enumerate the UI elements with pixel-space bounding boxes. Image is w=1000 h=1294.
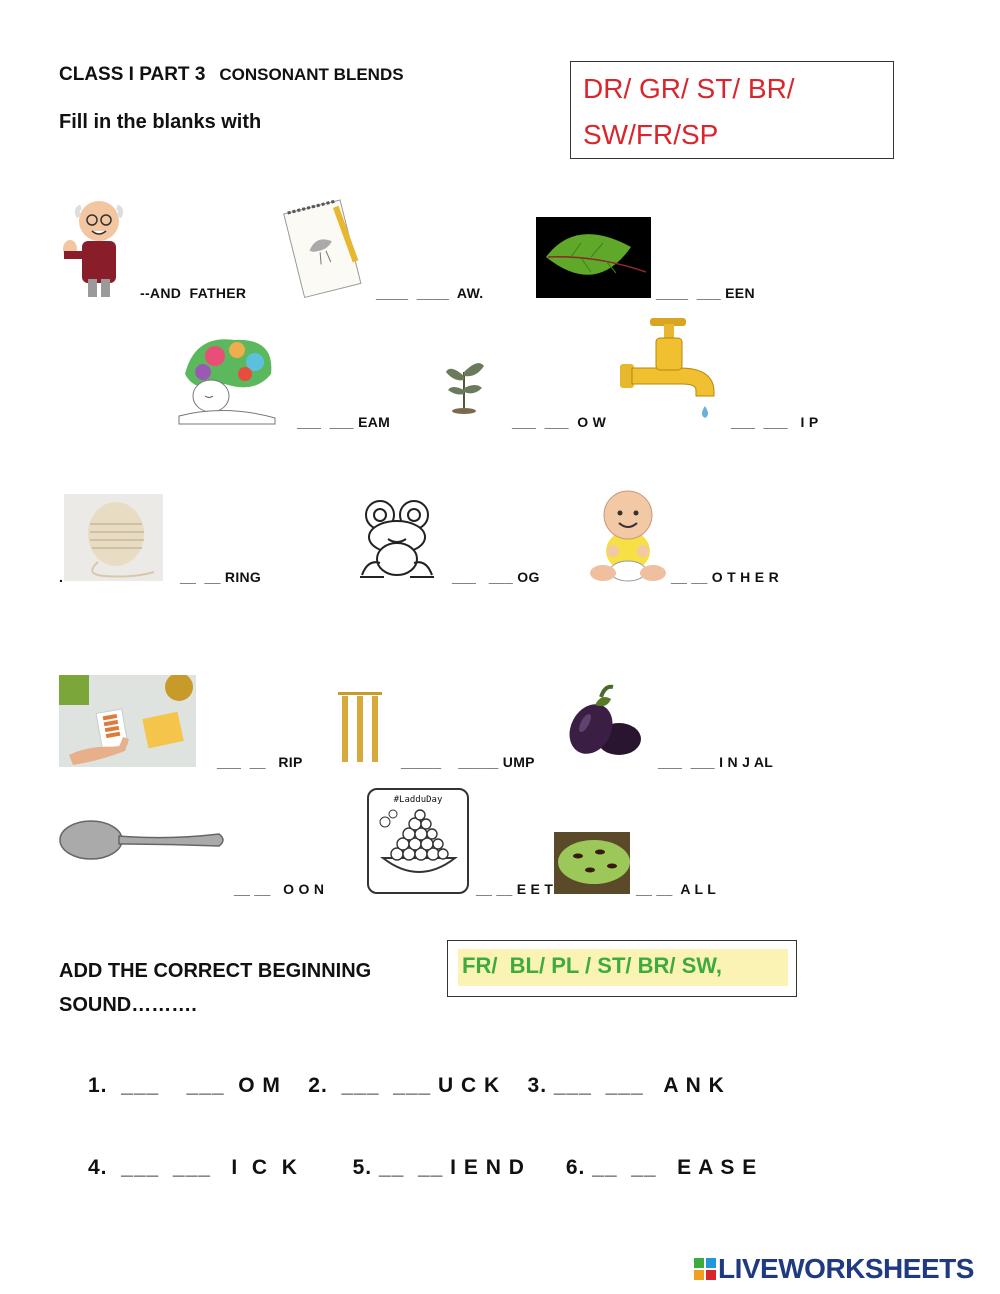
stray-period: . [59, 569, 64, 585]
logo-text: LIVEWORKSHEETS [718, 1253, 974, 1284]
frog-icon [358, 497, 436, 579]
blends-line-2: SW/FR/SP [583, 119, 719, 150]
label-spoon: __ __ O O N [234, 881, 325, 897]
label-grandfather: --AND FATHER [140, 285, 247, 301]
label-string: __ __ RING [180, 569, 262, 585]
blends-line-1: DR/ GR/ ST/ BR/ [583, 73, 795, 104]
label-drawing: ____ ____ AW. [376, 285, 484, 301]
instruction-text: Fill in the blanks with [59, 111, 262, 133]
section2-heading [59, 954, 371, 1022]
label-frog: ___ ___ OG [452, 569, 540, 585]
class-part-text: CLASS I PART 3 [59, 64, 206, 85]
liveworksheets-logo [694, 1253, 974, 1285]
sapling-icon [440, 354, 488, 414]
label-dream: ___ ___ EAM [297, 414, 391, 430]
label-stump: _____ _____ UMP [401, 754, 535, 770]
test-strip-icon [59, 675, 196, 767]
label-small: __ __ A L L [636, 881, 717, 897]
cricket-stumps-icon [338, 690, 382, 762]
brinjal-icon [565, 683, 645, 759]
sweets-tag: #LadduDay [393, 795, 443, 805]
section2-blends-box [447, 940, 797, 997]
label-brother: __ __ O T H E R [671, 569, 779, 585]
green-leaf-icon [536, 217, 651, 298]
baby-icon [589, 487, 667, 583]
section2-heading-line-2: SOUND………. [59, 994, 197, 1016]
question-row-1: 1. ___ ___ O M 2. ___ ___ U C K 3. ___ ___ A N K [88, 1074, 725, 1097]
topic-text: CONSONANT BLENDS [219, 65, 404, 84]
drawing-pad-icon [283, 195, 367, 299]
dripping-tap-icon [620, 318, 720, 426]
spoon-icon [59, 818, 227, 862]
logo-mark-icon [694, 1258, 716, 1280]
section2-heading-line-1: ADD THE CORRECT BEGINNING [59, 960, 372, 982]
dreaming-girl-icon [175, 334, 279, 428]
sweets-icon [375, 808, 463, 886]
worksheet-title [59, 64, 404, 86]
label-brinjal: ___ ___ I N J AL [658, 754, 774, 770]
label-drip: ___ ___ I P [731, 414, 819, 430]
sweets-card [367, 788, 469, 894]
string-ball-icon [64, 494, 163, 581]
grandfather-icon [60, 191, 136, 297]
blends-box [570, 61, 894, 159]
label-grow: ___ ___ O W [512, 414, 607, 430]
label-green: ____ ___ EEN [656, 285, 755, 301]
ants-on-leaf-icon [554, 832, 630, 894]
label-strip: ___ __ RIP [217, 754, 303, 770]
section2-blends: FR/ BL/ PL / ST/ BR/ SW, [462, 953, 722, 978]
label-sweet: __ __ E E T [476, 881, 554, 897]
question-row-2: 4. ___ ___ I C K 5. __ __ I E N D 6. __ __ E A S E [88, 1156, 758, 1179]
